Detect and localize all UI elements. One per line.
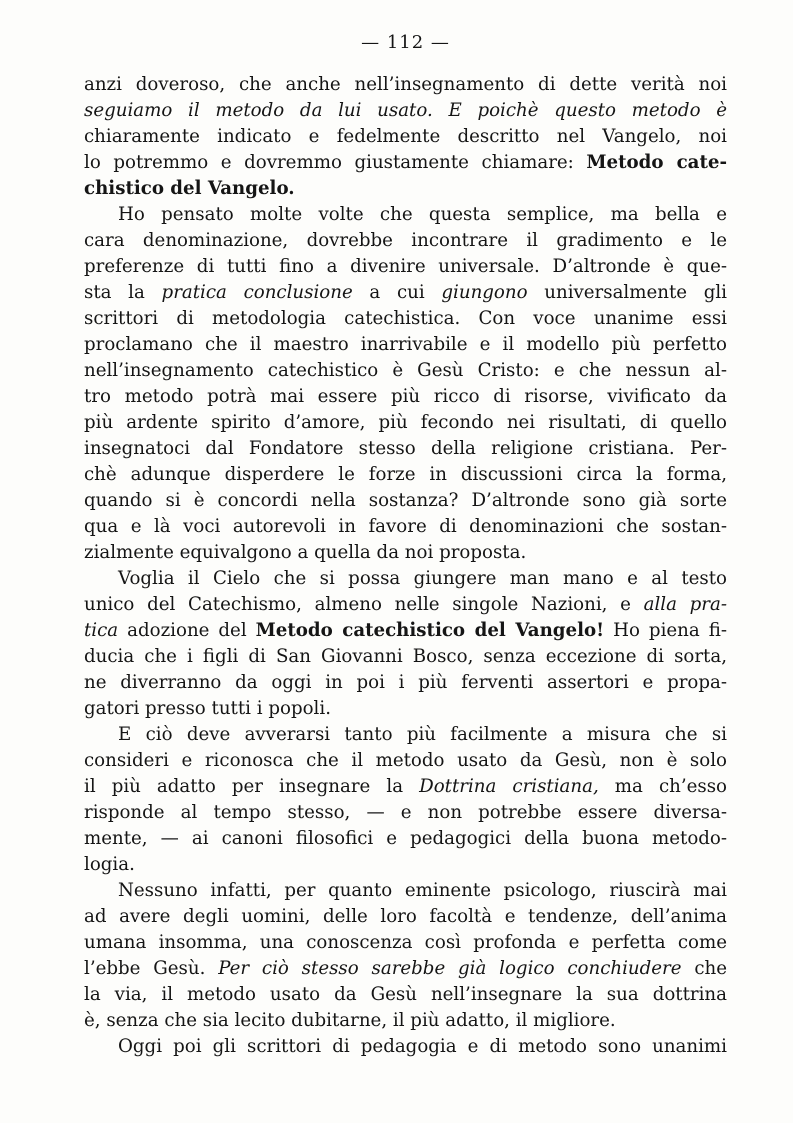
text-segment: insegnatoci dal Fondatore stesso della religione cristiana. Per- [84,438,727,459]
text-line [84,722,727,748]
text-line [84,956,727,982]
text-line [84,618,727,644]
page-number: — 112 — [361,32,450,53]
text-segment: anzi doveroso, che anche nell’insegnamento di dette verità noi [84,74,727,95]
text-line [84,72,727,98]
text-segment: a cui [352,282,442,303]
text-segment: adozione del [118,620,256,641]
bold-text: chistico del Vangelo. [84,178,295,199]
text-line [84,878,727,904]
text-segment: Voglia il Cielo che si possa giungere man mano e al testo [118,568,727,589]
text-line [84,228,727,254]
text-line [84,1008,727,1034]
text-line [84,436,727,462]
text-line [84,150,727,176]
text-segment: preferenze di tutti fino a divenire universale. D’altronde è que- [84,256,727,277]
text-segment: lo potremmo e dovremmo giustamente chiamare: [84,152,587,173]
text-line [84,176,727,202]
text-segment: zialmente equivalgono a quella da noi proposta. [84,542,527,563]
bold-text: Metodo catechistico del Vangelo! [255,620,605,641]
text-segment: qua e là voci autorevoli in favore di denominazioni che sostan- [84,516,727,537]
text-segment: unico del Catechismo, almeno nelle singole Nazioni, e [84,594,644,615]
text-segment: ne diverranno da oggi in poi i più ferventi assertori e propa- [84,672,727,693]
italic-text: Per ciò stesso sarebbe già logico conchiudere [218,958,682,979]
text-segment: che [681,958,727,979]
text-line [84,826,727,852]
text-line [84,748,727,774]
text-line [84,488,727,514]
text-segment: consideri e riconosca che il metodo usato da Gesù, non è solo [84,750,727,771]
text-segment: sta la [84,282,162,303]
italic-text: alla pra- [643,594,727,615]
text-line [84,202,727,228]
text-line [84,384,727,410]
text-segment: universalmente gli [527,282,727,303]
text-line [84,982,727,1008]
text-segment: il più adatto per insegnare la [84,776,420,797]
text-segment: è, senza che sia lecito dubitarne, il più adatto, il migliore. [84,1010,616,1031]
italic-text: seguiamo il metodo da lui usato. E poichè questo metodo è [84,100,727,121]
text-segment: cara denominazione, dovrebbe incontrare il gradimento e le [84,230,727,251]
text-segment: tro metodo potrà mai essere più ricco di risorse, vivificato da [84,386,727,407]
text-line [84,280,727,306]
text-segment: più ardente spirito d’amore, più fecondo nei risultati, di quello [84,412,727,433]
text-line [84,852,727,878]
text-segment: scrittori di metodologia catechistica. Con voce unanime essi [84,308,727,329]
text-line [84,124,727,150]
text-line [84,306,727,332]
text-segment: chiaramente indicato e fedelmente descritto nel Vangelo, noi [84,126,727,147]
text-line [84,1034,727,1060]
text-segment: l’ebbe Gesù. [84,958,219,979]
text-line [84,696,727,722]
text-line [84,410,727,436]
text-segment: Ho piena fi- [604,620,727,641]
bold-text: Metodo cate- [586,152,727,173]
text-segment: umana insomma, una conoscenza così profonda e perfetta come [84,932,727,953]
text-segment: mente, — ai canoni filosofici e pedagogici della buona metodo- [84,828,727,849]
text-segment: Ho pensato molte volte che questa semplice, ma bella e [118,204,727,225]
text-line [84,644,727,670]
text-line [84,254,727,280]
text-line [84,98,727,124]
italic-text: pratica conclusione [161,282,353,303]
italic-text: tica [84,620,119,641]
text-segment: ducia che i figli di San Giovanni Bosco, senza eccezione di sorta, [84,646,727,667]
text-segment: quando si è concordi nella sostanza? D’altronde sono già sorte [84,490,727,511]
text-line [84,540,727,566]
text-line [84,332,727,358]
page-body-text [84,72,727,1060]
text-segment: risponde al tempo stesso, — e non potrebbe essere diversa- [84,802,727,823]
text-segment: E ciò deve avverarsi tanto più facilmente a misura che si [118,724,727,745]
italic-text: Dottrina cristiana, [419,776,599,797]
text-segment: ad avere degli uomini, delle loro facoltà e tendenze, dell’anima [84,906,727,927]
text-segment: logia. [84,854,135,875]
text-line [84,462,727,488]
text-segment: chè adunque disperdere le forze in discussioni circa la forma, [84,464,727,485]
text-line [84,670,727,696]
text-line [84,358,727,384]
text-line [84,592,727,618]
italic-text: giungono [441,282,528,303]
text-segment: Oggi poi gli scrittori di pedagogia e di metodo sono unanimi [118,1036,727,1057]
text-segment: gatori presso tutti i popoli. [84,698,331,719]
text-segment: ma ch’esso [598,776,727,797]
text-segment: la via, il metodo usato da Gesù nell’insegnare la sua dottrina [84,984,727,1005]
text-line [84,566,727,592]
text-segment: proclamano che il maestro inarrivabile e il modello più perfetto [84,334,727,355]
text-line [84,930,727,956]
text-segment: nell’insegnamento catechistico è Gesù Cristo: e che nessun al- [84,360,727,381]
text-line [84,904,727,930]
text-line [84,800,727,826]
text-line [84,514,727,540]
text-segment: Nessuno infatti, per quanto eminente psicologo, riuscirà mai [118,880,727,901]
text-line [84,774,727,800]
